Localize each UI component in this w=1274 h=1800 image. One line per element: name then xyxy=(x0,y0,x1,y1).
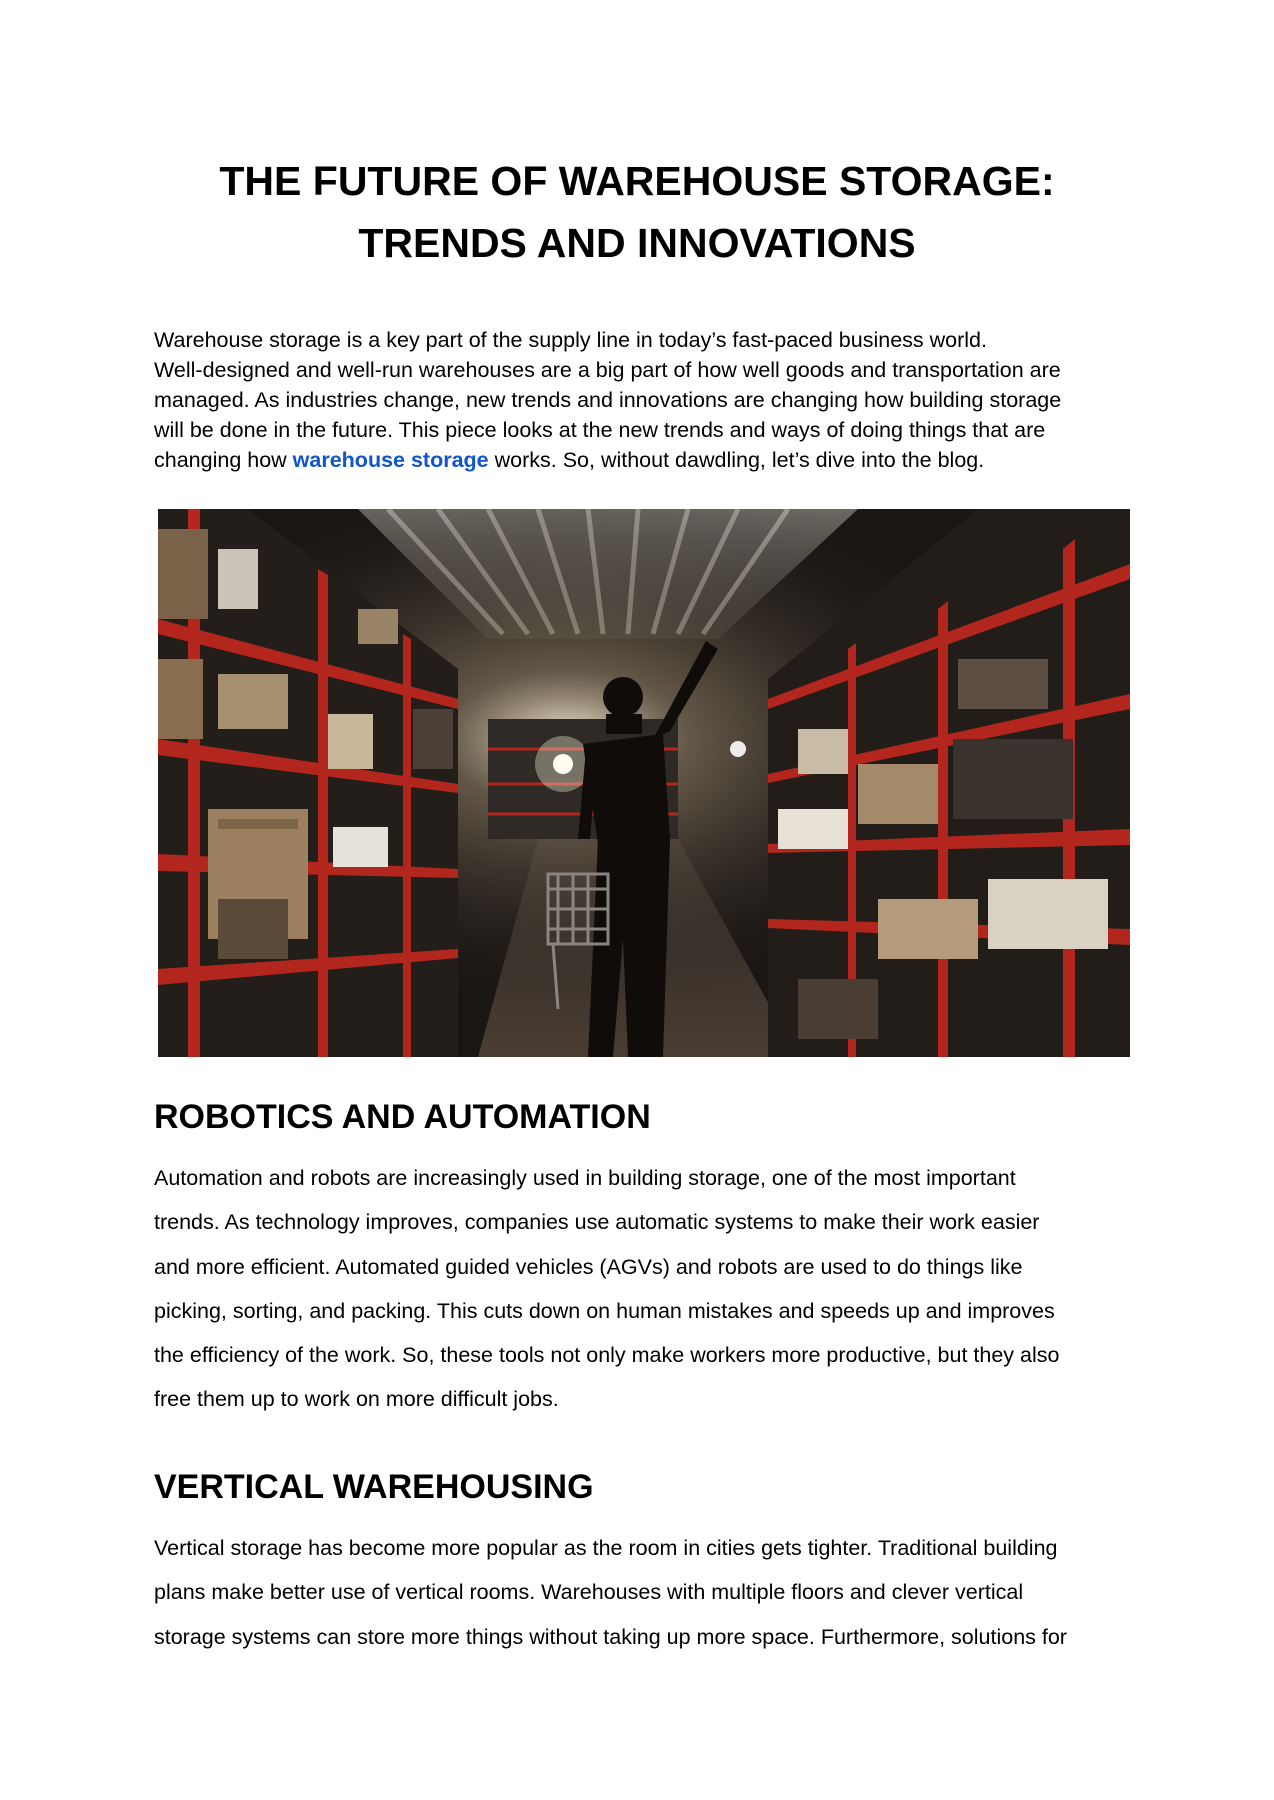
section-paragraph-vertical xyxy=(154,1526,1134,1659)
robotics-line-4: picking, sorting, and packing. This cuts down on human mistakes and speeds up and improves xyxy=(154,1298,1055,1323)
intro-line-5-before: changing how xyxy=(154,448,293,472)
warehouse-photo xyxy=(158,509,1130,1057)
section-heading-robotics: ROBOTICS AND AUTOMATION xyxy=(154,1098,651,1136)
intro-line-3: managed. As industries change, new trends and innovations are changing how building storage xyxy=(154,388,1062,412)
title-line-2: TRENDS AND INNOVATIONS xyxy=(358,220,916,266)
robotics-line-2: trends. As technology improves, companies use automatic systems to make their work easier xyxy=(154,1210,1040,1235)
vertical-line-1: Vertical storage has become more popular as the room in cities gets tighter. Traditional building xyxy=(154,1536,1058,1560)
section-heading-vertical: VERTICAL WAREHOUSING xyxy=(154,1468,594,1506)
robotics-line-1: Automation and robots are increasingly used in building storage, one of the most important xyxy=(154,1166,1016,1190)
intro-paragraph xyxy=(154,325,1124,475)
intro-line-5-after: works. So, without dawdling, let’s dive into the blog. xyxy=(488,448,985,472)
section-paragraph-robotics xyxy=(154,1156,1134,1422)
intro-line-1: Warehouse storage is a key part of the supply line in today’s fast-paced business world. xyxy=(154,328,987,352)
intro-line-4: will be done in the future. This piece looks at the new trends and ways of doing things that are xyxy=(154,418,1046,442)
intro-line-5 xyxy=(154,445,1124,475)
vertical-line-2: plans make better use of vertical rooms. Warehouses with multiple floors and clever vertical xyxy=(154,1580,1024,1605)
intro-line-2: Well-designed and well-run warehouses are a big part of how well goods and transportation are xyxy=(154,358,1061,382)
page-title xyxy=(154,150,1120,274)
robotics-line-6: free them up to work on more difficult jobs. xyxy=(154,1387,559,1412)
vertical-line-3: storage systems can store more things without taking up more space. Furthermore, solutions for xyxy=(154,1624,1067,1649)
warehouse-storage-link[interactable]: warehouse storage xyxy=(292,448,489,472)
robotics-line-5: the efficiency of the work. So, these tools not only make workers more productive, but they also xyxy=(154,1343,1060,1368)
title-line-1: THE FUTURE OF WAREHOUSE STORAGE: xyxy=(219,158,1055,204)
robotics-line-3: and more efficient. Automated guided vehicles (AGVs) and robots are used to do things like xyxy=(154,1254,1023,1279)
